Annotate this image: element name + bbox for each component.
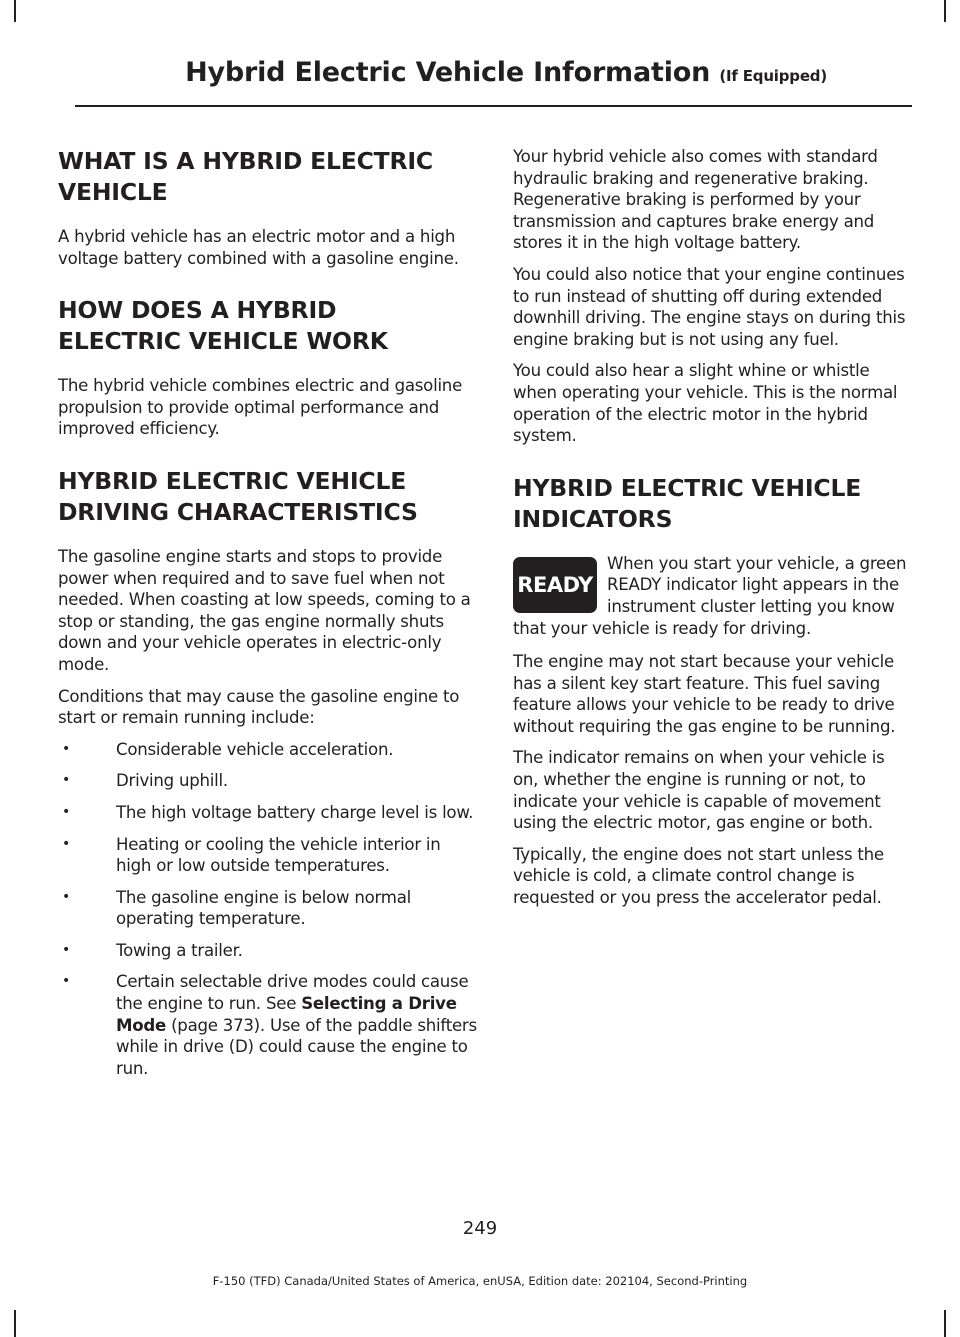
paragraph-ready-indicator: When you start your vehicle, a green READY indicator light appears in the instrument cluster letting you know that your vehicle is ready for driving. <box>513 553 907 638</box>
crop-mark-bottom-right <box>944 1310 946 1337</box>
header-divider <box>75 105 912 107</box>
list-item-text-after: (page 373). Use of the paddle shifters while in drive (D) could cause the engine to run. <box>116 1015 477 1078</box>
selecting-drive-mode-link[interactable]: Selecting a Drive Mode <box>116 994 457 1035</box>
crop-mark-top-left <box>14 0 16 22</box>
paragraph-conditions: Conditions that may cause the gasoline engine to start or remain running include: <box>58 686 460 728</box>
crop-mark-bottom-left <box>14 1310 16 1337</box>
list-item-drive-modes <box>58 971 478 1079</box>
paragraph-what-is: A hybrid vehicle has an electric motor and a high voltage battery combined with a gasoline engine. <box>58 227 459 268</box>
page-number: 249 <box>462 1218 498 1239</box>
list-item-text-before: Certain selectable drive modes could cause the engine to run. See <box>116 972 469 1014</box>
crop-mark-top-right <box>944 0 946 22</box>
conditions-list <box>58 739 478 1080</box>
ready-indicator-icon: READY <box>513 557 597 613</box>
header-suffix: (If Equipped) <box>719 67 827 85</box>
list-item: • Heating or cooling the vehicle interior in high or low outside temperatures. <box>58 834 478 877</box>
paragraph-how-does: The hybrid vehicle combines electric and gasoline propulsion to provide optimal performance and improved efficiency. <box>58 376 463 439</box>
list-item: • The high voltage battery charge level is low. <box>58 802 478 824</box>
paragraph-engine-braking: You could also notice that your engine continues to run instead of shutting off during extended downhill driving. The engine stays on during this engine braking but is not using any fuel. <box>513 264 906 349</box>
list-item: • Towing a trailer. <box>58 940 478 962</box>
paragraph-silent-key-start: The engine may not start because your vehicle has a silent key start feature. This fuel saving feature allows your vehicle to be ready to drive without requiring the gas engine to be running. <box>513 652 896 736</box>
section-heading-indicators: HYBRID ELECTRIC VEHICLE INDICATORS <box>513 473 862 533</box>
list-item: • Considerable vehicle acceleration. <box>58 739 478 761</box>
paragraph-regenerative-braking: Your hybrid vehicle also comes with standard hydraulic braking and regenerative braking. Regenerative braking is performed by your transmission and captures brake energy and stores it in the high voltage battery. <box>513 147 878 253</box>
section-heading-what-is: WHAT IS A HYBRID ELECTRIC VEHICLE <box>58 147 433 206</box>
paragraph-whine-whistle: You could also hear a slight whine or whistle when operating your vehicle. This is the normal operation of the electric motor in the hybrid system. <box>513 361 898 446</box>
left-column <box>58 146 478 1089</box>
edition-info: F-150 (TFD) Canada/United States of America, enUSA, Edition date: 202104, Second-Printing <box>212 1274 748 1288</box>
section-heading-how-does: HOW DOES A HYBRID ELECTRIC VEHICLE WORK <box>58 296 388 356</box>
header-title: Hybrid Electric Vehicle Information <box>185 57 711 88</box>
right-column <box>513 146 909 919</box>
section-heading-driving-characteristics: HYBRID ELECTRIC VEHICLE DRIVING CHARACTERISTICS <box>58 466 418 526</box>
paragraph-engine-start-conditions: Typically, the engine does not start unless the vehicle is cold, a climate control change is requested or you press the accelerator pedal. <box>513 844 884 908</box>
list-item: • The gasoline engine is below normal operating temperature. <box>58 887 478 930</box>
paragraph-engine-starts-stops: The gasoline engine starts and stops to provide power when required and to save fuel when not needed. When coasting at low speeds, coming to a stop or standing, the gas engine normally shuts down and your vehicle operates in electric-only mode. <box>58 546 471 674</box>
list-item: • Driving uphill. <box>58 770 478 792</box>
paragraph-indicator-remains-on: The indicator remains on when your vehicle is on, whether the engine is running or not, to indicate your vehicle is capable of movement using the electric motor, gas engine or both. <box>513 748 885 833</box>
ready-indicator-block <box>513 553 909 639</box>
page-header <box>185 57 827 88</box>
